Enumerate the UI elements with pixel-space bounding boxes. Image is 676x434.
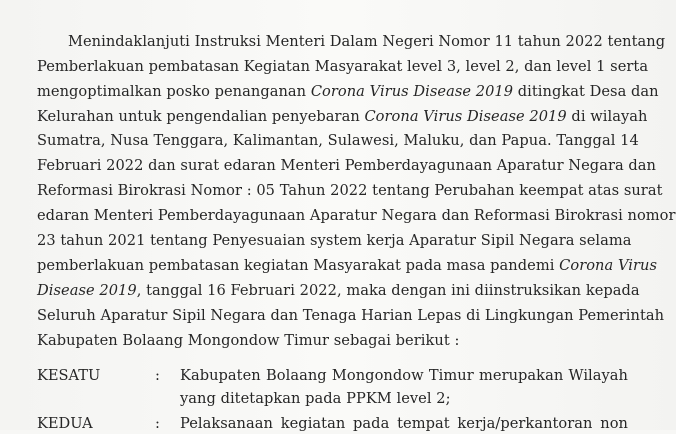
item-colon: :	[155, 367, 160, 384]
line-text: Seluruh Aparatur Sipil Negara dan Tenaga Harian Lepas di Lingkungan Pemerintah	[37, 307, 665, 324]
item-label: KEDUA	[37, 415, 93, 432]
line-text: Kelurahan untuk pengendalian penyebaran	[37, 108, 365, 125]
line-text: ditingkat Desa dan	[513, 83, 659, 100]
line-text: Pelaksanaan kegiatan pada tempat kerja/perkantoran non	[180, 415, 628, 432]
item-line-1	[180, 366, 628, 386]
paragraph-line-1	[68, 32, 665, 52]
paragraph-line-10	[37, 256, 658, 276]
paragraph-line-3	[37, 82, 659, 102]
item-line-1	[180, 414, 628, 434]
line-text: Februari 2022 dan surat edaran Menteri Pemberdayagunaan Aparatur Negara dan	[37, 157, 657, 174]
line-text: Menindaklanjuti Instruksi Menteri Dalam Negeri Nomor 11 tahun 2022 tentang	[68, 33, 666, 50]
italic-term: Corona Virus	[559, 257, 658, 274]
paragraph-line-2	[37, 57, 649, 77]
italic-term: Corona Virus Disease 2019	[364, 108, 567, 125]
line-text: mengoptimalkan posko penanganan	[37, 83, 311, 100]
line-text: 23 tahun 2021 tentang Penyesuaian system kerja Aparatur Sipil Negara selama	[37, 232, 632, 249]
line-text: Sumatra, Nusa Tenggara, Kalimantan, Sulawesi, Maluku, dan Papua. Tanggal 14	[37, 132, 639, 149]
paragraph-line-9	[37, 231, 632, 251]
italic-term: Corona Virus Disease 2019	[310, 83, 514, 100]
line-text: Kabupaten Bolaang Mongondow Timur sebagai berikut :	[37, 332, 460, 349]
paragraph-line-11	[37, 281, 640, 301]
paragraph-line-7	[37, 181, 663, 201]
paragraph-line-6	[37, 156, 657, 176]
line-text: Reformasi Birokrasi Nomor : 05 Tahun 2022 tentang Perubahan keempat atas surat	[37, 182, 663, 199]
item-line-2	[180, 389, 451, 409]
line-text: yang ditetapkan pada PPKM level 2;	[180, 390, 451, 407]
line-text: Pemberlakuan pembatasan Kegiatan Masyarakat level 3, level 2, dan level 1 serta	[37, 58, 649, 75]
paragraph-line-12	[37, 306, 665, 326]
line-text: , tanggal 16 Februari 2022, maka dengan ini diinstruksikan kepada	[136, 282, 640, 299]
paragraph-line-5	[37, 131, 639, 151]
line-text: edaran Menteri Pemberdayagunaan Aparatur Negara dan Reformasi Birokrasi nomor	[37, 207, 676, 224]
paragraph-line-8	[37, 206, 676, 226]
paragraph-line-4	[37, 107, 648, 127]
item-label: KESATU	[37, 367, 101, 384]
paragraph-line-13	[37, 331, 459, 351]
line-text: di wilayah	[566, 108, 648, 125]
italic-term: Disease 2019	[37, 282, 137, 299]
item-colon: :	[155, 415, 160, 432]
line-text: pemberlakuan pembatasan kegiatan Masyarakat pada masa pandemi	[37, 257, 560, 274]
line-text: Kabupaten Bolaang Mongondow Timur merupakan Wilayah	[180, 367, 628, 384]
